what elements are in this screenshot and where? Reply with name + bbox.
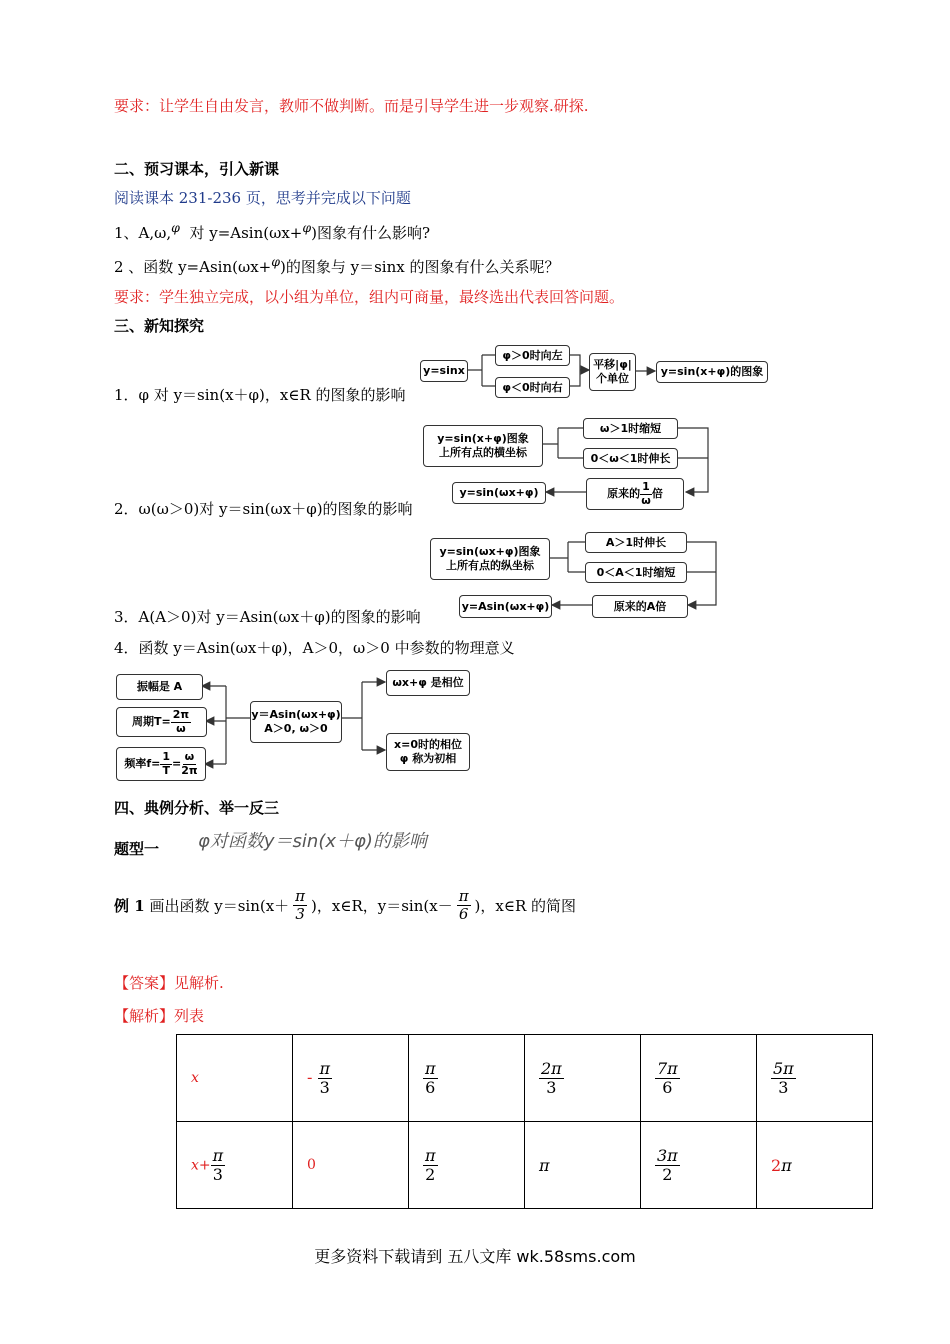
d1-end-box: y=sin(x+φ)的图象 [656,361,768,383]
table-cell: $\frac{5\pi}{3}$ [757,1035,873,1122]
question-2: 2 、函数 y=Asin(ωx+$^\varphi$)的图象与 y＝sinx 的图象有什么关系呢？ [114,254,560,276]
d3-start-box: y=sin(ωx+φ)图象 上所有点的纵坐标 [430,538,550,580]
d4-period-fraction: $\frac{2\pi}{\omega}$ [172,708,190,735]
analysis-line: 【解析】列表 [114,1007,205,1025]
section-4-title: 四、典例分析、举一反三 [114,799,280,817]
table-cell: $\frac{3\pi}{2}$ [641,1122,757,1209]
table-cell: $\frac{\pi}{6}$ [409,1035,525,1122]
d2-factor-box: 原来的 $\frac{1}{\omega}$ 倍 [586,478,684,510]
table-cell: π [525,1122,641,1209]
table-row [177,1122,873,1209]
table-cell: $\frac{7\pi}{6}$ [641,1035,757,1122]
value-table [176,1034,873,1209]
d3-long-box: A＞1时伸长 [585,532,687,553]
explore-item-1: 1．φ 对 y＝sin(x＋φ)，x∈R 的图象的影响 [114,386,406,404]
d4-frequency-fraction-2: $\frac{\omega}{2\pi}$ [181,750,198,777]
example-1: 例 1 画出函数 y＝sin(x＋ $\frac{\pi}{3}$ )，x∈R，y＝sin(x－ $\frac{\pi}{6}$ )，x∈R 的简图 [114,887,577,923]
d2-end-box: y=sin(ωx+φ) [452,482,546,504]
table-cell: - $\frac{\pi}{3}$ [293,1035,409,1122]
d4-amplitude-box: 振幅是 A [116,674,203,700]
d4-frequency-fraction-1: $\frac{1}{T}$ [162,750,171,777]
explore-item-4: 4．函数 y＝Asin(ωx＋φ)，A＞0，ω＞0 中参数的物理意义 [114,639,515,657]
d4-initial-phase-box: x=0时的相位 φ 称为初相 [386,733,470,771]
explore-item-3: 3．A(A＞0)对 y＝Asin(ωx＋φ)的图象的影响 [114,608,421,626]
d1-left-box: φ＞0时向左 [495,345,570,366]
d4-center-box: y＝Asin(ωx+φ) A＞0, ω＞0 [250,701,342,743]
table-cell: 2π [757,1122,873,1209]
d2-long-box: 0＜ω＜1时伸长 [583,448,678,469]
table-cell: $\frac{2\pi}{3}$ [525,1035,641,1122]
requirement-1: 要求：让学生自由发言，教师不做判断。而是引导学生进一步观察.研探. [114,97,589,115]
table-row1-header: x [177,1035,293,1122]
table-row2-header: x+ $\frac{\pi}{3}$ [177,1122,293,1209]
answer-line: 【答案】见解析. [114,974,224,992]
d1-shift-box: 平移|φ| 个单位 [589,353,636,391]
section-2-title: 二、预习课本，引入新课 [114,160,280,178]
footer-link[interactable]: 更多资料下载请到 五八文库 wk.58sms.com [314,1247,636,1266]
example-fraction-pi-3: $\frac{\pi}{3}$ [295,887,306,923]
d3-short-box: 0＜A＜1时缩短 [585,562,687,583]
d2-short-box: ω＞1时缩短 [583,418,678,439]
d4-frequency-box: 频率f= $\frac{1}{T}$ = $\frac{\omega}{2\pi}$ [116,747,206,781]
table-cell: 0 [293,1122,409,1209]
d3-end-box: y=Asin(ωx+φ) [459,595,552,618]
section-3-title: 三、新知探究 [114,317,205,335]
example-fraction-pi-6: $\frac{\pi}{6}$ [458,887,469,923]
d1-start-box: y=sinx [420,360,468,382]
table-row [177,1035,873,1122]
reading-instruction: 阅读课本 231-236 页，思考并完成以下问题 [114,189,411,207]
type-1-text: φ对函数y＝sin(x＋φ)的影响 [198,831,427,852]
explore-item-2: 2．ω(ω＞0)对 y＝sin(ωx＋φ)的图象的影响 [114,500,413,518]
requirement-2: 要求：学生独立完成，以小组为单位，组内可商量，最终选出代表回答问题。 [114,288,625,306]
d4-period-box: 周期T= $\frac{2\pi}{\omega}$ [116,707,207,737]
question-1: 1、A,ω,$^\varphi$ 对 y=Asin(ωx+$^\varphi$)图象有什么影响? [114,220,431,242]
d1-right-box: φ＜0时向右 [495,377,570,398]
table-cell: $\frac{\pi}{2}$ [409,1122,525,1209]
d4-phase-box: ωx+φ 是相位 [386,670,470,696]
type-1-label: 题型一 [114,840,160,858]
d2-start-box: y=sin(x+φ)图象 上所有点的横坐标 [423,425,543,467]
d2-factor-fraction: $\frac{1}{\omega}$ [641,480,651,507]
d3-factor-box: 原来的A倍 [592,595,688,618]
